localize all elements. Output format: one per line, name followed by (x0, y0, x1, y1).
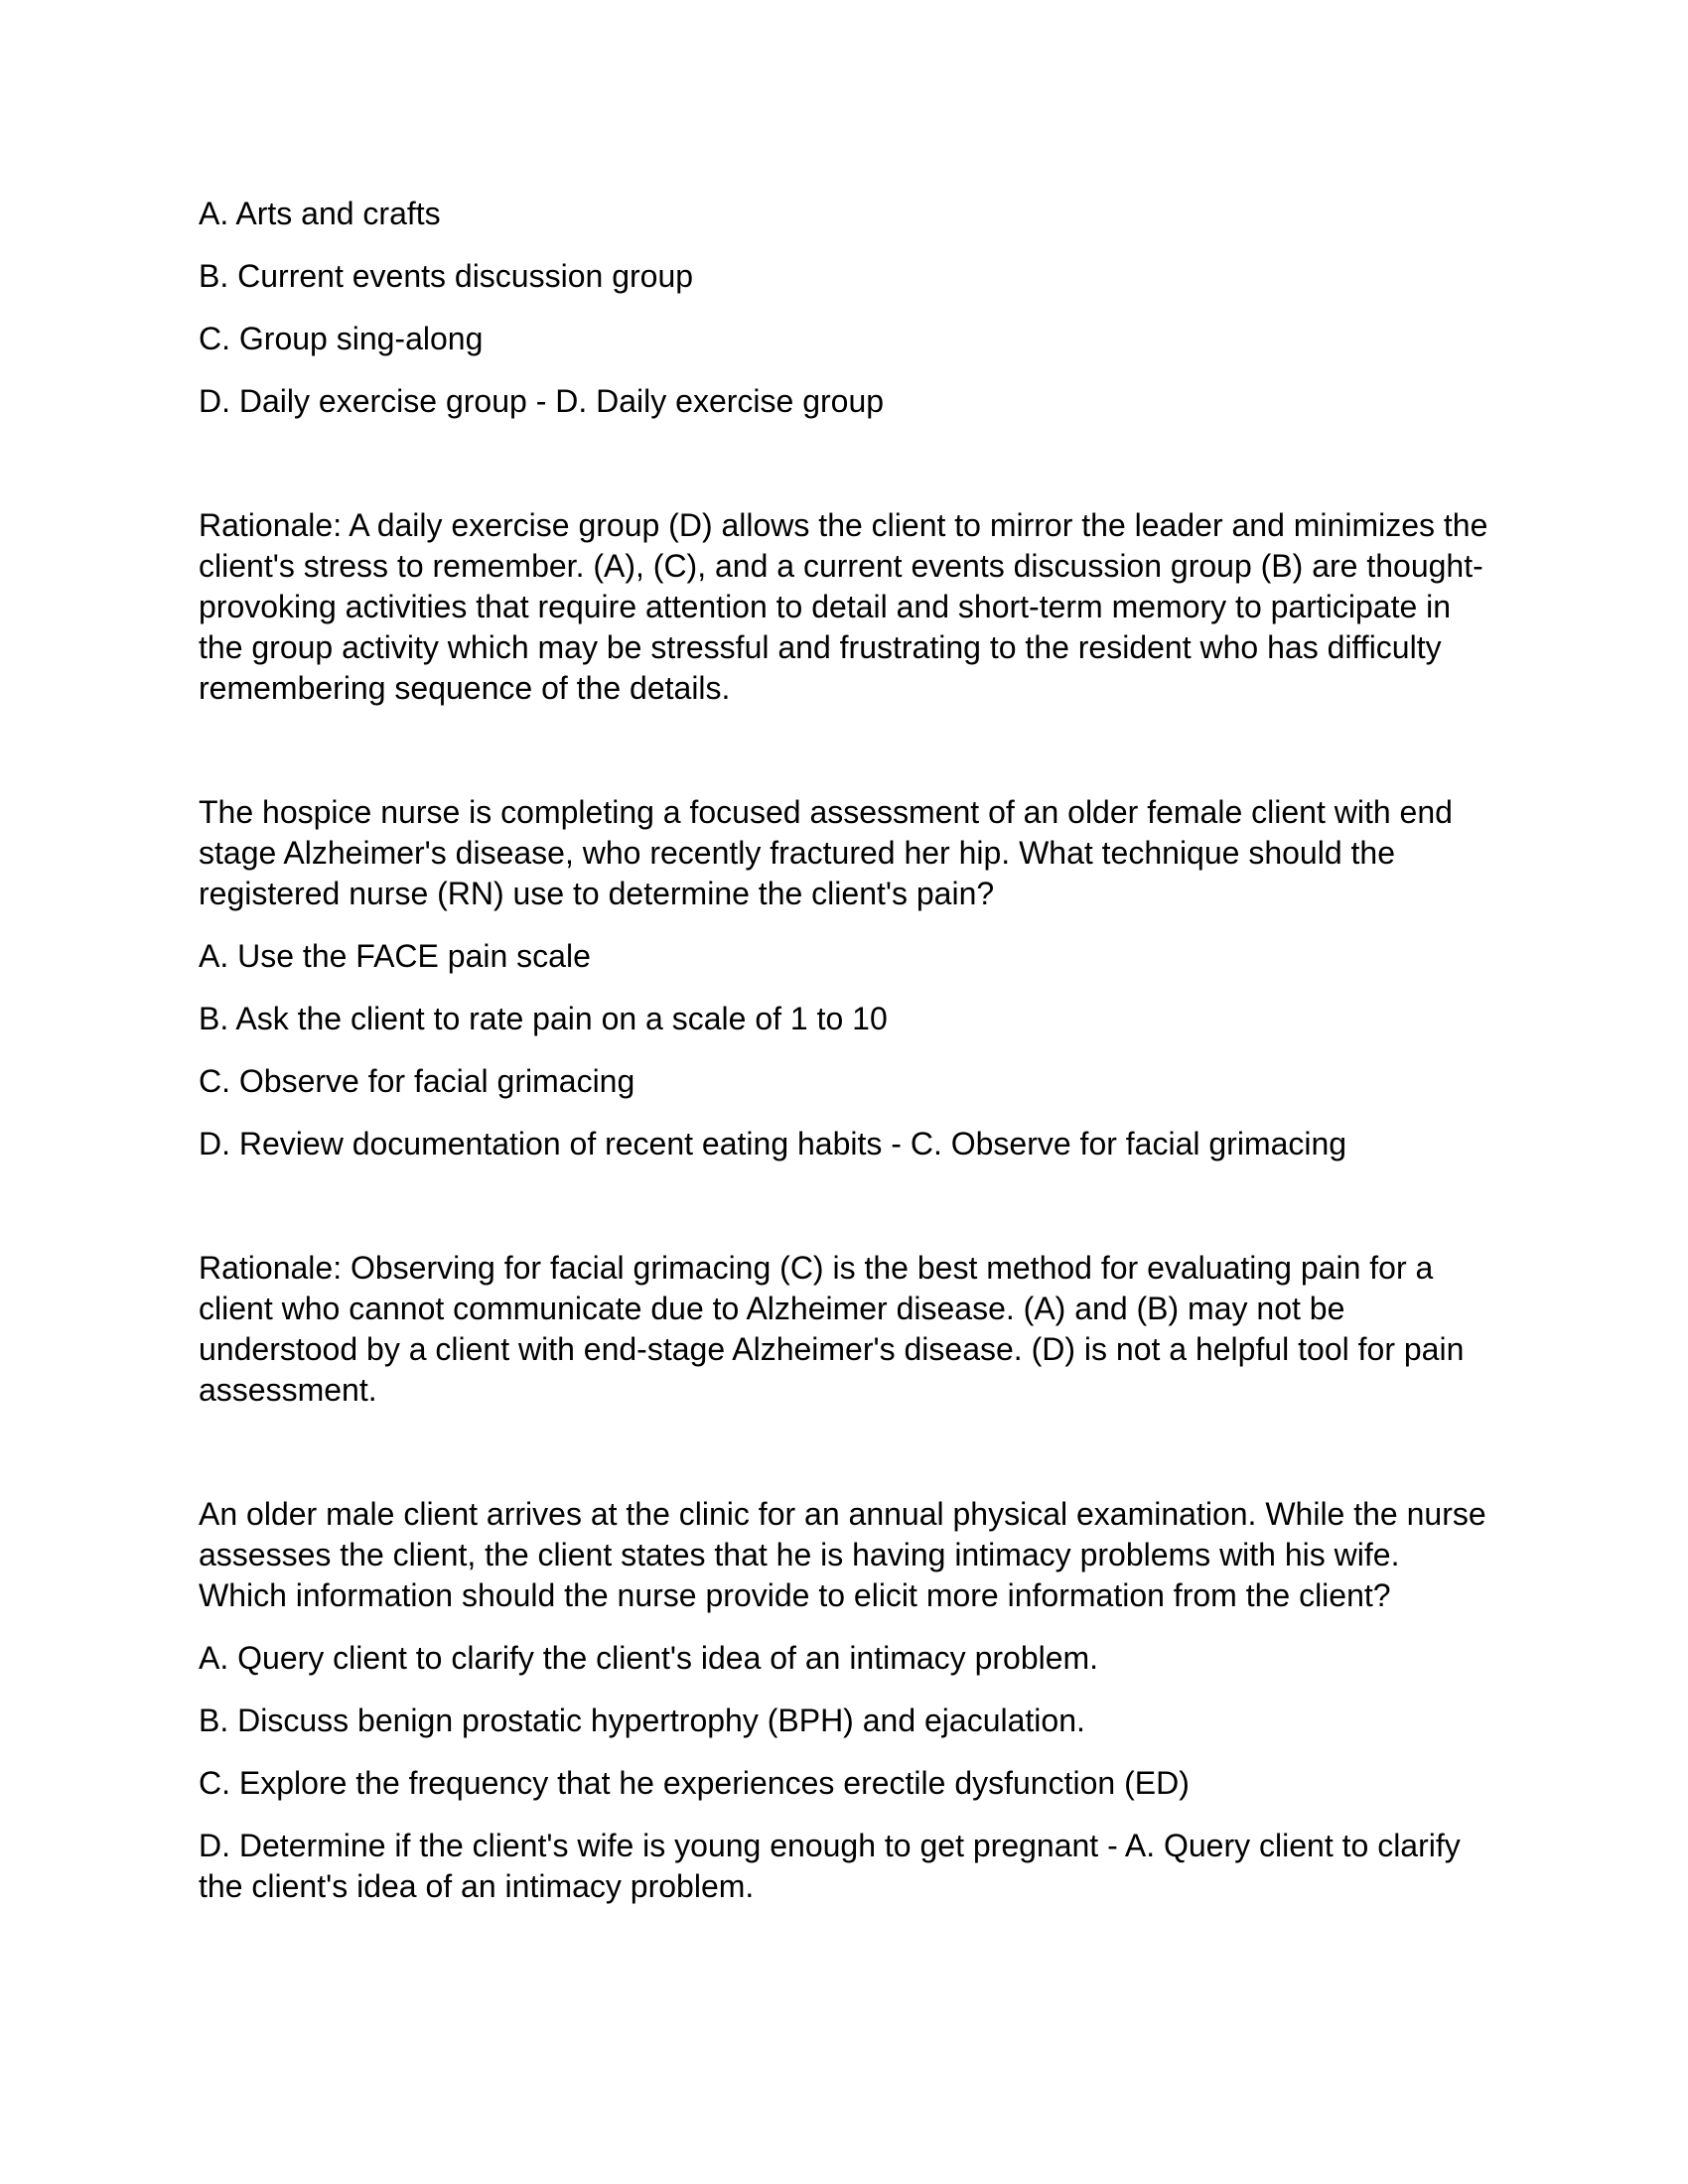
question-text-3: An older male client arrives at the clinic for an annual physical examination. While the nurse assesses the client, the client states that he is having intimacy problems with his wife. Which information should the nurse provide to elicit more information from the client? (199, 1496, 1486, 1613)
question-block-2 (199, 792, 1489, 1164)
answer-option: B. Current events discussion group (199, 258, 694, 294)
question-text-2: The hospice nurse is completing a focused assessment of an older female client with end stage Alzheimer's disease, who recently fractured her hip. What technique should the registered nurse (RN) use to determine the client's pain? (199, 794, 1453, 911)
answer-option: A. Use the FACE pain scale (199, 938, 591, 974)
rationale-2: Rationale: Observing for facial grimacing (C) is the best method for evaluating pain for a client who cannot communicate due to Alzheimer disease. (A) and (B) may not be understood by a client with end-stage Alzheimer's disease. (D) is not a helpful tool for pain assessment. (199, 1250, 1465, 1408)
rationale-1: Rationale: A daily exercise group (D) allows the client to mirror the leader and minimizes the client's stress to remember. (A), (C), and a current events discussion group (B) are thought-provoking activities that require attention to detail and short-term memory to participate in the group activity which may be stressful and frustrating to the resident who has difficulty remembering sequence of the details. (199, 507, 1488, 706)
answer-option-with-key: D. Determine if the client's wife is young enough to get pregnant - A. Query client to clarify the client's idea of an intimacy problem. (199, 1828, 1461, 1904)
question-block-3 (199, 1494, 1489, 1907)
answer-option: C. Group sing-along (199, 321, 484, 356)
answer-option: C. Observe for facial grimacing (199, 1063, 635, 1099)
question-block-1 (199, 194, 1489, 422)
answer-option-with-key: D. Review documentation of recent eating habits - C. Observe for facial grimacing (199, 1126, 1347, 1161)
answer-option: A. Arts and crafts (199, 196, 441, 231)
answer-option: B. Discuss benign prostatic hypertrophy (BPH) and ejaculation. (199, 1703, 1085, 1738)
document-content (199, 194, 1489, 1929)
answer-option: A. Query client to clarify the client's idea of an intimacy problem. (199, 1640, 1099, 1676)
answer-option: C. Explore the frequency that he experiences erectile dysfunction (ED) (199, 1765, 1190, 1801)
answer-option: B. Ask the client to rate pain on a scale of 1 to 10 (199, 1001, 888, 1036)
answer-option-with-key: D. Daily exercise group - D. Daily exercise group (199, 383, 885, 419)
